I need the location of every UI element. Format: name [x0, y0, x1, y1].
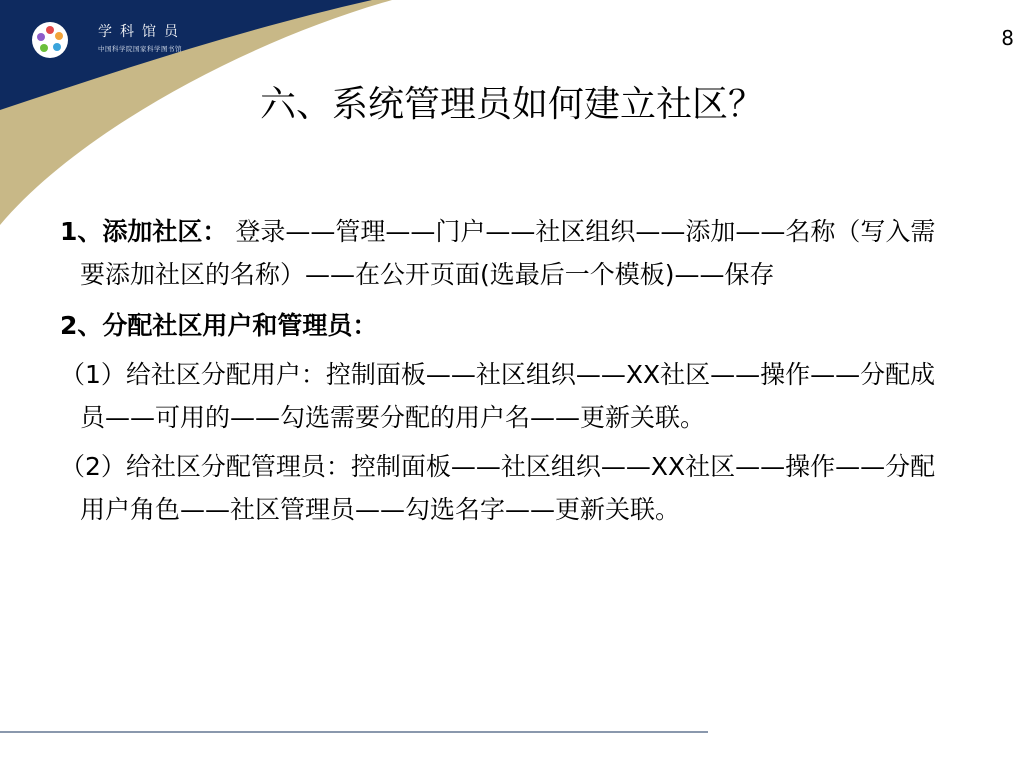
step-add-community	[60, 210, 960, 296]
brand-subtitle: 中国科学院国家科学图书馆	[98, 45, 182, 53]
step-assign-heading: 2、分配社区用户和管理员：	[60, 311, 378, 340]
substep-assign-admins: （2）给社区分配管理员：控制面板——社区组织——XX社区——操作——分配用户角色——社区管理员——勾选名字——更新关联。	[60, 452, 936, 524]
step-add-community-text: 登录——管理——门户——社区组织——添加——名称（写入需要添加社区的名称）——在公开页面(选最后一个模板)——保存	[80, 217, 936, 289]
substep-assign-users: （1）给社区分配用户：控制面板——社区组织——XX社区——操作——分配成员——可用的——勾选需要分配的用户名——更新关联。	[60, 360, 936, 432]
brand-name: 学科馆员	[98, 24, 186, 40]
footer-divider	[0, 731, 708, 733]
brand-logo-icon	[30, 20, 70, 60]
slide-body	[60, 210, 960, 531]
page-number: 8	[1001, 26, 1014, 50]
slide-title: 六、系统管理员如何建立社区？	[259, 84, 764, 125]
step-add-community-label: 1、添加社区：	[60, 217, 228, 246]
